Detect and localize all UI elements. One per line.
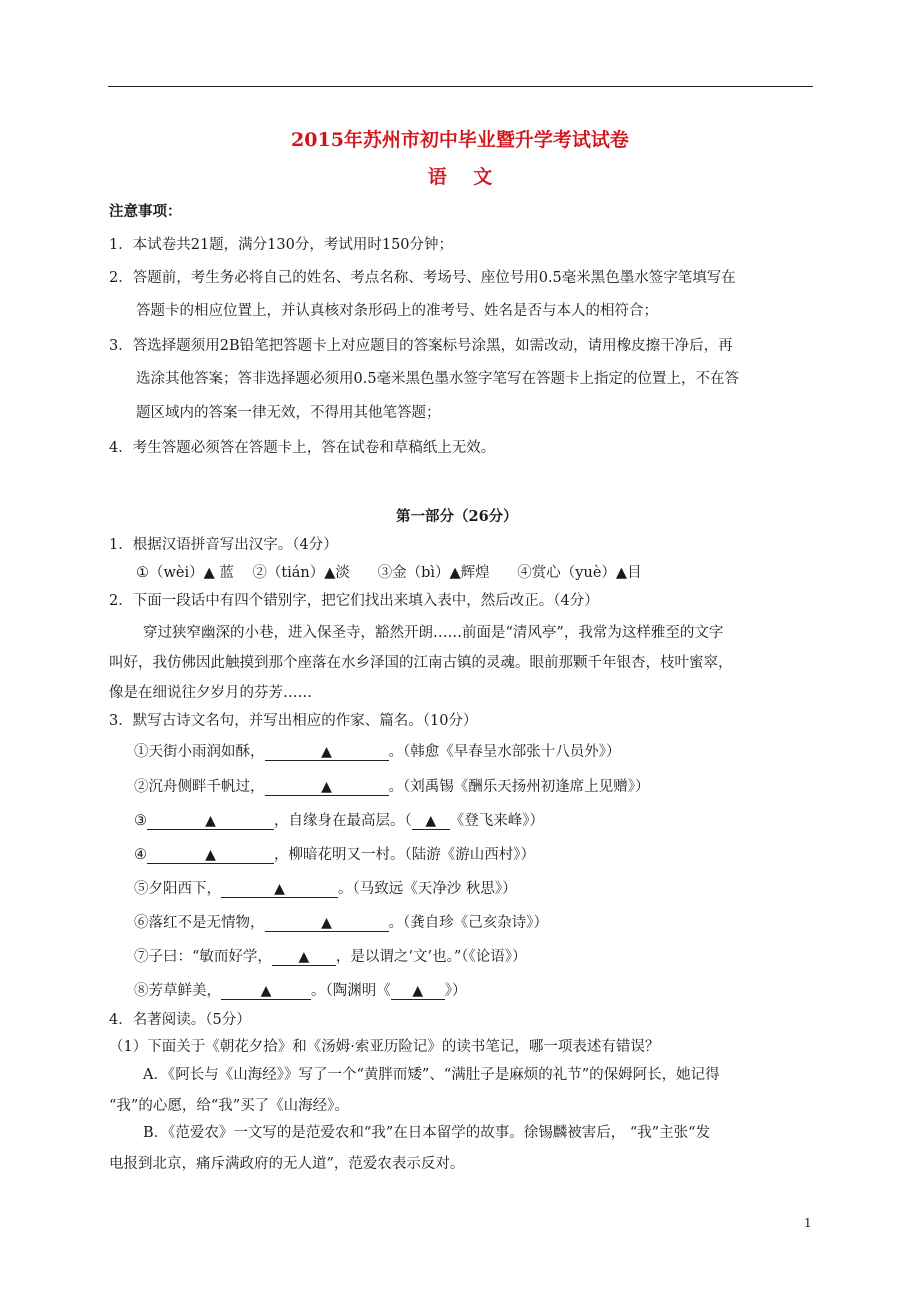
notice-line-4: 4．考生答题必须答在答题卡上，答在试卷和草稿纸上无效。 (109, 440, 496, 456)
q3-item-1: ①天街小雨润如酥， ▲ 。（韩愈《早春呈水部张十八员外》） (134, 744, 621, 760)
notice-line-2: 2．答题前，考生务必将自己的姓名、考点名称、考场号、座位号用0.5毫米黑色墨水签字笔填写在 (109, 270, 736, 286)
notice-line-3-cont: 选涂其他答案；答非选择题必须用0.5毫米黑色墨水签字笔写在答题卡上指定的位置上，不在答 (136, 371, 740, 387)
q3-item-6: ⑥落红不是无情物， ▲ 。（龚自珍《己亥杂诗》） (134, 915, 548, 931)
q3-stem: 3．默写古诗文名句，并写出相应的作家、篇名。（10分） (109, 713, 478, 729)
answer-blank[interactable]: ▲ (265, 780, 389, 796)
exam-title: 2015年苏州市初中毕业暨升学考试试卷 (291, 129, 629, 151)
notice-line-3-cont2: 题区域内的答案一律无效，不得用其他笔答题； (136, 405, 441, 421)
answer-blank[interactable]: ▲ (147, 848, 274, 864)
q2-passage-1: 穿过狭窄幽深的小巷，进入保圣寺，豁然开朗……前面是“清风亭”，我常为这样雅至的文字 (143, 625, 724, 641)
q4-option-b-2: 电报到北京，痛斥满政府的无人道”，范爱农表示反对。 (109, 1156, 465, 1172)
q3-item-5: ⑤夕阳西下， ▲ 。（马致远《天净沙 秋思》） (134, 881, 517, 897)
q3-item-8: ⑧芳草鲜美， ▲ 。（陶渊明《 ▲ 》） (134, 983, 467, 999)
q4-stem: 4．名著阅读。（5分） (109, 1012, 251, 1028)
q3-item-2: ②沉舟侧畔千帆过， ▲ 。（刘禹锡《酬乐天扬州初逢席上见赠》） (134, 779, 650, 795)
answer-blank[interactable]: ▲ (221, 984, 311, 1000)
exam-subject: 语 文 (427, 166, 493, 188)
q4-sub1: （1）下面关于《朝花夕拾》和《汤姆·索亚历险记》的读书笔记，哪一项表述有错误？ (109, 1039, 660, 1055)
q2-passage-3: 像是在细说往夕岁月的芬芳…… (109, 685, 312, 701)
q4-option-a-2: “我”的心愿，给“我”买了《山海经》。 (109, 1098, 349, 1114)
q1-items: ①（wèi）▲ 蓝 ②（tián）▲淡 ③金（bì）▲辉煌 ④赏心（yuè）▲目 (136, 565, 642, 581)
q2-stem: 2．下面一段话中有四个错别字，把它们找出来填入表中，然后改正。（4分） (109, 593, 599, 609)
q4-option-b-1: B．《范爱农》一文写的是范爱农和“我”在日本留学的故事。徐锡麟被害后， “我”主张“发 (143, 1125, 711, 1141)
page-number: 1 (804, 1216, 812, 1230)
notice-line-3: 3．答选择题须用2B铅笔把答题卡上对应题目的答案标号涂黑，如需改动，请用橡皮擦干净后，再 (109, 338, 733, 354)
q4-option-a-1: A．《阿长与《山海经》》写了一个“黄胖而矮”、“满肚子是麻烦的礼节”的保姆阿长，她记得 (143, 1067, 720, 1083)
part1-heading: 第一部分（26分） (396, 508, 518, 525)
answer-blank[interactable]: ▲ (265, 916, 389, 932)
title-blank[interactable]: ▲ (391, 984, 445, 1000)
answer-blank[interactable]: ▲ (147, 814, 274, 830)
q1-stem: 1．根据汉语拼音写出汉字。（4分） (109, 537, 338, 553)
answer-blank[interactable]: ▲ (221, 882, 338, 898)
notice-line-2-cont: 答题卡的相应位置上，并认真核对条形码上的准考号、姓名是否与本人的相符合； (136, 303, 658, 319)
answer-blank[interactable]: ▲ (265, 745, 389, 761)
q3-item-3: ③ ▲ ，自缘身在最高层。（ ▲ 《登飞来峰》） (134, 813, 544, 829)
q2-passage-2: 叫好，我仿佛因此触摸到那个座落在水乡泽国的江南古镇的灵魂。眼前那颗千年银杏，枝叶蜜窣， (109, 655, 733, 671)
answer-blank[interactable]: ▲ (272, 950, 336, 966)
header-rule (108, 86, 813, 87)
notice-line-1: 1．本试卷共21题，满分130分，考试用时150分钟； (109, 237, 454, 253)
q3-item-4: ④ ▲ ，柳暗花明又一村。（陆游《游山西村》） (134, 847, 535, 863)
notice-heading: 注意事项： (109, 203, 182, 220)
q3-item-7: ⑦子曰：“敏而好学， ▲ ，是以谓之‘文’也。”（《论语》） (134, 949, 527, 965)
author-blank[interactable]: ▲ (412, 814, 450, 830)
